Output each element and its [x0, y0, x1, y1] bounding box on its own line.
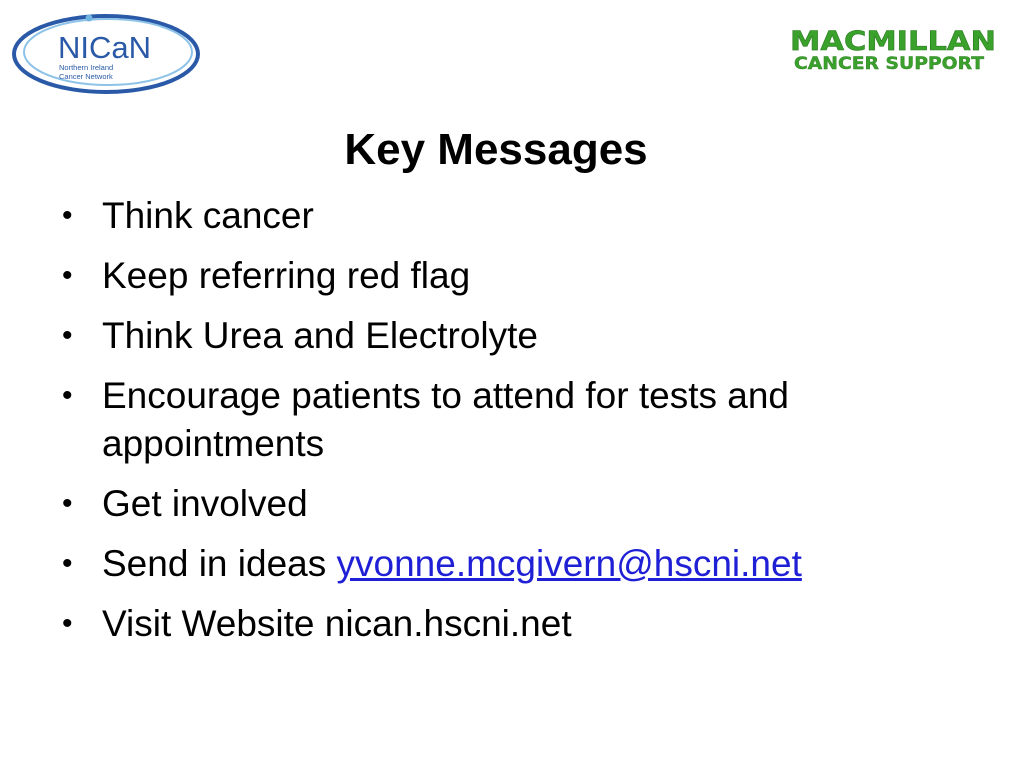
list-item — [58, 312, 958, 360]
bullet-icon: • — [62, 199, 73, 232]
bullet-text: Think cancer — [102, 195, 314, 236]
bullet-text: Visit Website nican.hscni.net — [102, 603, 572, 644]
email-link[interactable]: yvonne.mcgivern@hscni.net — [336, 543, 802, 584]
bullet-text: Send in ideas — [102, 543, 337, 584]
list-item — [58, 372, 958, 468]
macmillan-logo-graphic — [786, 20, 1000, 76]
bullet-text: Get involved — [102, 483, 308, 524]
bullet-text: Encourage patients to attend for tests and appointments — [102, 375, 790, 464]
list-item — [58, 192, 958, 240]
bullet-icon: • — [62, 547, 73, 580]
nican-logo-subtitle-2: Cancer Network — [59, 72, 113, 81]
macmillan-logo-line1: MACMILLAN — [790, 26, 996, 57]
bullet-icon: • — [62, 487, 73, 520]
bullet-icon: • — [62, 607, 73, 640]
nican-logo — [10, 8, 206, 98]
macmillan-logo-line2: CANCER SUPPORT — [794, 54, 985, 74]
list-item — [58, 480, 958, 528]
macmillan-logo — [786, 20, 1000, 76]
nican-logo-subtitle-1: Northern Ireland — [59, 63, 114, 72]
list-item — [58, 600, 958, 648]
list-item — [58, 252, 958, 300]
list-item — [58, 540, 958, 588]
nican-logo-graphic — [10, 8, 206, 98]
bullet-text: Keep referring red flag — [102, 255, 471, 296]
slide-title: Key Messages — [344, 125, 648, 174]
bullet-icon: • — [62, 379, 73, 412]
nican-logo-name: NICaN — [58, 30, 152, 65]
bullet-icon: • — [62, 259, 73, 292]
bullet-text: Think Urea and Electrolyte — [102, 315, 538, 356]
bullet-icon: • — [62, 319, 73, 352]
key-messages-list — [58, 192, 958, 660]
